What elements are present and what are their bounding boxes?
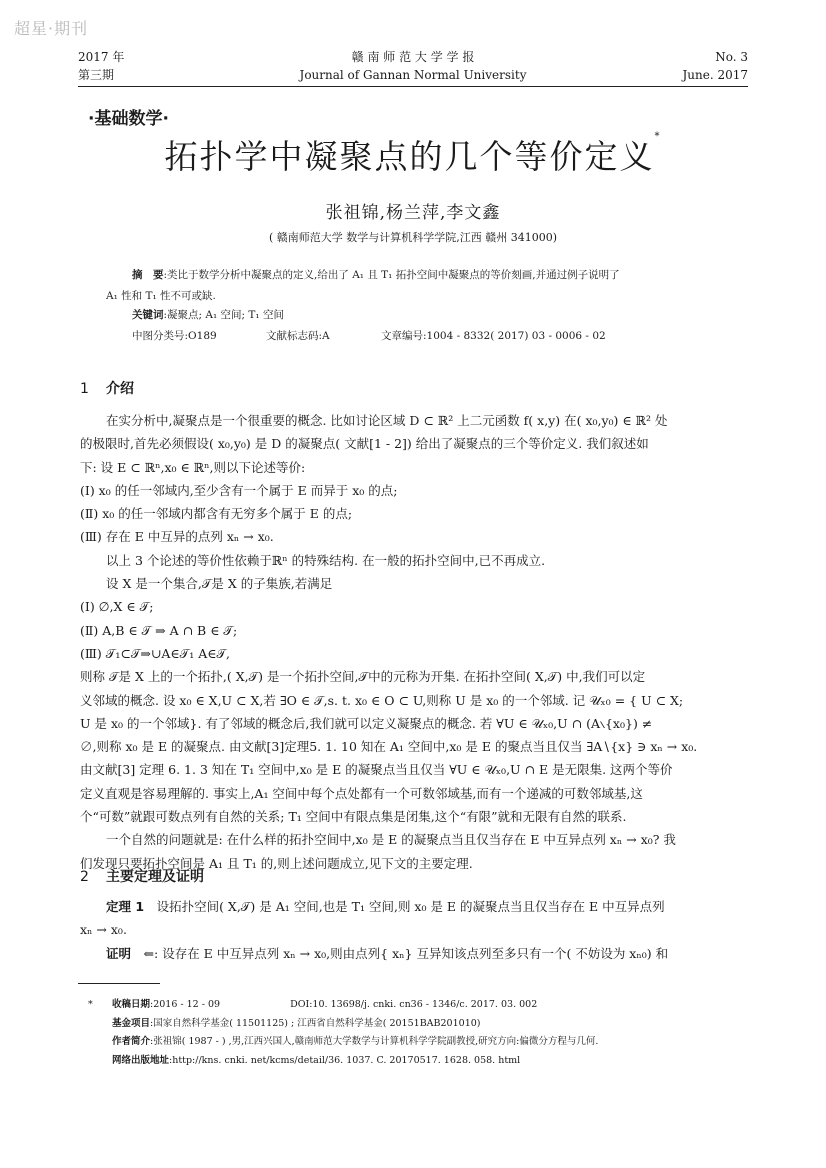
paper-title bbox=[0, 131, 826, 178]
section-1-heading bbox=[80, 378, 134, 398]
body-line: 则称 𝒯是 X 上的一个拓扑,( X,𝒯) 是一个拓扑空间,𝒯中的元称为开集. 在拓扑空间( X,𝒯) 中,我们可以定 bbox=[80, 669, 646, 685]
online-text: :http://kns. cnki. net/kcms/detail/36. 1037. C. 20170517. 1628. 058. html bbox=[169, 1054, 521, 1066]
footnotes bbox=[88, 996, 598, 1070]
theorem-line-1 bbox=[80, 895, 748, 918]
header-issue: 第三期 bbox=[78, 68, 115, 82]
abstract-line-1 bbox=[106, 266, 746, 285]
doi: DOI:10. 13698/j. cnki. cn36 - 1346/c. 2017. 03. 002 bbox=[290, 999, 538, 1010]
body-line: (Ⅲ) 𝒯₁⊂𝒯⇒∪A∈𝒯₁ A∈𝒯, bbox=[80, 645, 231, 661]
section-tag: ·基础数学· bbox=[88, 109, 169, 129]
body-line: 个“可数”就跟可数点列有自然的关系; T₁ 空间中有限点集是闭集,这个“有限”就和无限有自然的联系. bbox=[80, 809, 627, 825]
section-2-title: 主要定理及证明 bbox=[106, 869, 204, 885]
journal-name-en: Journal of Gannan Normal University bbox=[299, 68, 527, 82]
abstract-text-2: A₁ 性和 T₁ 性不可或缺. bbox=[106, 290, 216, 302]
body-line: (Ⅲ) 存在 E 中互异的点列 xₙ → x₀. bbox=[80, 529, 274, 545]
footnote-rule bbox=[78, 983, 160, 984]
body-line: 的极限时,首先必须假设( x₀,y₀) 是 D 的凝聚点( 文献[1 - 2]) 给出了凝聚点的三个等价定义. 我们叙述如 bbox=[80, 436, 649, 452]
header-date: June. 2017 bbox=[682, 68, 748, 82]
footnote-received bbox=[88, 996, 598, 1015]
received-label: 收稿日期 bbox=[112, 999, 151, 1010]
body-line: 义邻域的概念. 设 x₀ ∈ X,U ⊂ X,若 ∃O ∈ 𝒯,s. t. x₀ ∈ O ⊂ U,则称 U 是 x₀ 的一个邻域. 记 𝒰ₓ₀ = { U ⊂ X; bbox=[80, 692, 684, 708]
body-line: 以上 3 个论述的等价性依赖于ℝⁿ 的特殊结构. 在一般的拓扑空间中,已不再成立. bbox=[106, 552, 546, 568]
document-code: 文献标志码:A bbox=[266, 330, 330, 342]
journal-name-cn: 赣 南 师 范 大 学 学 报 bbox=[351, 50, 475, 64]
section-1-number: 1 bbox=[80, 381, 89, 397]
header-right bbox=[682, 48, 748, 84]
section-1-body bbox=[80, 409, 748, 875]
body-line: (Ⅰ) x₀ 的任一邻域内,至少含有一个属于 E 而异于 x₀ 的点; bbox=[80, 482, 398, 498]
watermark-logo: 超星·期刊 bbox=[14, 19, 89, 38]
section-2-heading bbox=[80, 866, 204, 886]
body-line: 设 X 是一个集合,𝒯是 X 的子集族,若满足 bbox=[106, 576, 333, 592]
body-line: 由文献[3] 定理 6. 1. 3 知在 T₁ 空间中,x₀ 是 E 的凝聚点当且仅当 ∀U ∈ 𝒰ₓ₀,U ∩ E 是无限集. 这两个等价 bbox=[80, 762, 673, 778]
keywords-label: 关键词 bbox=[132, 309, 164, 321]
online-label: 网络出版地址 bbox=[112, 1054, 170, 1066]
keywords-text: :凝聚点; A₁ 空间; T₁ 空间 bbox=[163, 309, 284, 321]
body-line: 们发现只要拓扑空间是 A₁ 且 T₁ 的,则上述问题成立,见下文的主要定理. bbox=[80, 855, 473, 871]
body-line: (Ⅱ) A,B ∈ 𝒯 ⇒ A ∩ B ∈ 𝒯; bbox=[80, 622, 238, 638]
author-label: 作者简介 bbox=[112, 1036, 151, 1048]
theorem-text-1: 设拓扑空间( X,𝒯) 是 A₁ 空间,也是 T₁ 空间,则 x₀ 是 E 的凝聚点当且仅当存在 E 中互异点列 bbox=[156, 899, 665, 914]
body-line: ∅,则称 x₀ 是 E 的凝聚点. 由文献[3]定理5. 1. 10 知在 A₁ 空间中,x₀ 是 E 的聚点当且仅当 ∃A∖{x} ∋ xₙ → x₀. bbox=[80, 739, 698, 755]
received-date: :2016 - 12 - 09 bbox=[150, 999, 221, 1010]
body-line: 在实分析中,凝聚点是一个很重要的概念. 比如讨论区域 D ⊂ ℝ² 上二元函数 f( x,y) 在( x₀,y₀) ∈ ℝ² 处 bbox=[106, 413, 668, 428]
theorem-block bbox=[80, 895, 748, 965]
body-line: 定义直观是容易理解的. 事实上,A₁ 空间中每个点处都有一个可数邻域基,而有一个递减的可数邻域基,这 bbox=[80, 785, 643, 801]
authors: 张祖锦,杨兰萍,李文鑫 bbox=[325, 203, 501, 223]
body-line: U 是 x₀ 的一个邻域}. 有了邻域的概念后,我们就可以定义凝聚点的概念. 若 ∀U ∈ 𝒰ₓ₀,U ∩ (A∖{x₀}) ≠ bbox=[80, 715, 653, 731]
title-footnote-mark: * bbox=[654, 131, 662, 142]
theorem-text-2: xₙ → x₀. bbox=[80, 922, 127, 938]
affiliation: ( 赣南师范大学 数学与计算机科学学院,江西 赣州 341000) bbox=[268, 231, 558, 244]
keywords-line bbox=[106, 306, 746, 325]
proof-text: 设存在 E 中互异点列 xₙ → x₀,则由点列{ xₙ} 互异知该点列至多只有一个( 不妨设为 xₙ₀) 和 bbox=[162, 945, 669, 961]
article-number: 文章编号:1004 - 8332( 2017) 03 - 0006 - 02 bbox=[381, 330, 606, 342]
body-line: 下: 设 E ⊂ ℝⁿ,x₀ ∈ ℝⁿ,则以下论述等价: bbox=[80, 459, 306, 475]
header-year: 2017 年 bbox=[78, 50, 125, 64]
footnote-author bbox=[88, 1033, 598, 1052]
body-line: (Ⅰ) ∅,X ∈ 𝒯; bbox=[80, 599, 154, 615]
proof-arrow: ⇐: bbox=[143, 945, 159, 961]
section-2-number: 2 bbox=[80, 869, 89, 885]
proof-line bbox=[80, 942, 748, 965]
footnote-fund bbox=[88, 1015, 598, 1034]
abstract-text-1: :类比于数学分析中凝聚点的定义,给出了 A₁ 且 T₁ 拓扑空间中凝聚点的等价刻画,并通过例子说明了 bbox=[163, 269, 620, 281]
fund-label: 基金项目 bbox=[112, 1017, 151, 1029]
author-text: :张祖锦( 1987 - ) ,男,江西兴国人,赣南师范大学数学与计算机科学学院副教授,研究方向:偏微分方程与几何. bbox=[150, 1036, 599, 1048]
theorem-label: 定理 1 bbox=[106, 899, 145, 914]
section-1-title: 介绍 bbox=[106, 381, 134, 397]
body-line: 一个自然的问题就是: 在什么样的拓扑空间中,x₀ 是 E 的凝聚点当且仅当存在 E 中互异点列 xₙ → x₀? 我 bbox=[106, 832, 676, 848]
fund-text: :国家自然科学基金( 11501125) ; 江西省自然科学基金( 20151BAB201010) bbox=[150, 1017, 481, 1029]
header-rule bbox=[78, 86, 748, 87]
clc-number: 中图分类号:O189 bbox=[132, 330, 217, 342]
footnote-mark: * bbox=[88, 999, 93, 1010]
footnote-online bbox=[88, 1052, 598, 1071]
paper-title-text: 拓扑学中凝聚点的几个等价定义 bbox=[164, 137, 655, 176]
proof-label: 证明 bbox=[106, 945, 132, 961]
abstract-label: 摘 要 bbox=[132, 269, 164, 281]
body-line: (Ⅱ) x₀ 的任一邻域内都含有无穷多个属于 E 的点; bbox=[80, 506, 353, 522]
header-number: No. 3 bbox=[715, 50, 748, 64]
